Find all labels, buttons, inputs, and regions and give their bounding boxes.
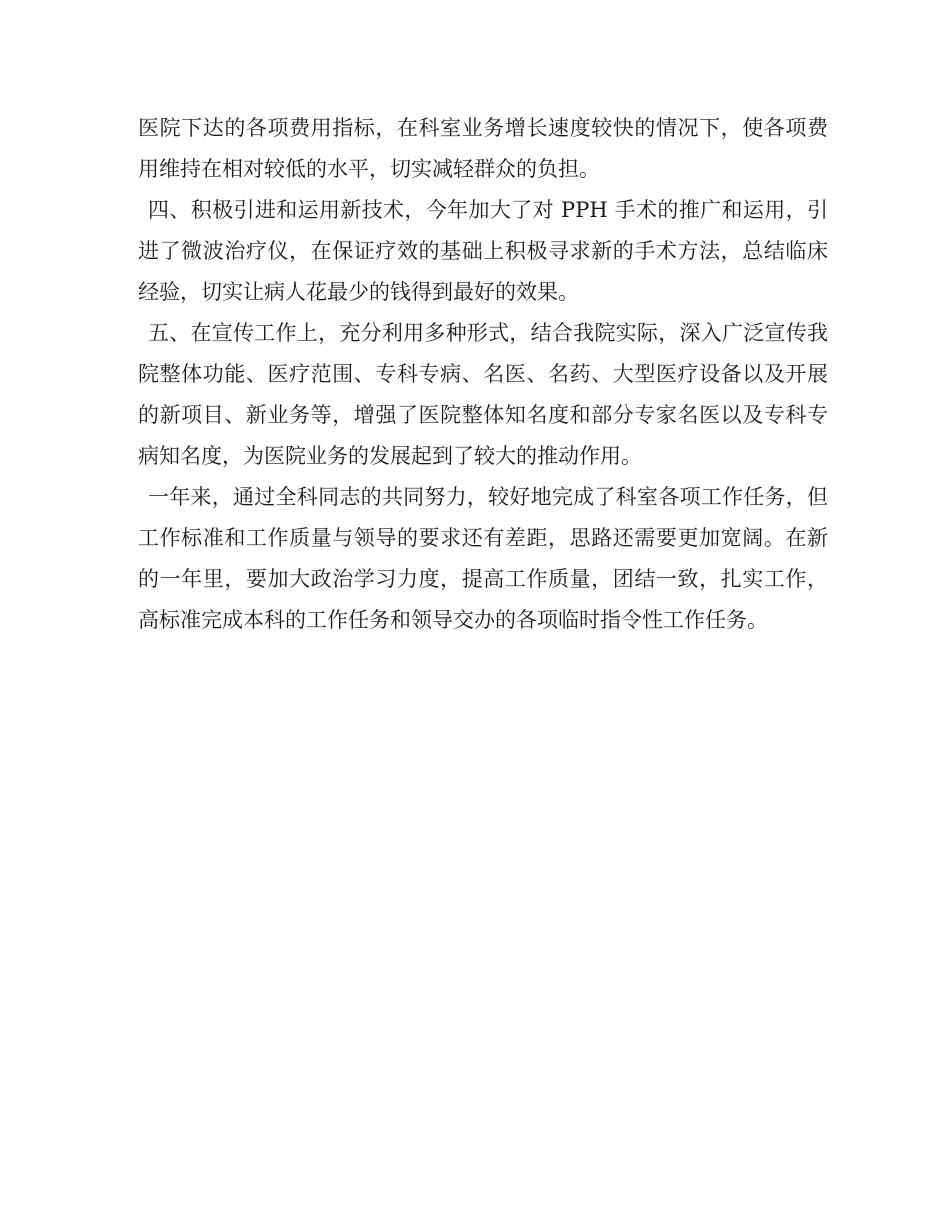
document-body <box>138 108 828 641</box>
paragraph-expense-control: 医院下达的各项费用指标，在科室业务增长速度较快的情况下，使各项费用维持在相对较低的水平，切实减轻群众的负担。 <box>138 116 828 181</box>
paragraph-summary: 一年来，通过全科同志的共同努力，较好地完成了科室各项工作任务，但工作标准和工作质量与领导的要求还有差距，思路还需要更加宽阔。在新的一年里，要加大政治学习力度，提高工作质量，团结一致，扎实工作，高标准完成本科的工作任务和领导交办的各项临时指令性工作任务。 <box>138 485 828 632</box>
paragraph-publicity: 五、在宣传工作上，充分利用多种形式，结合我院实际，深入广泛宣传我院整体功能、医疗范围、专科专病、名医、名药、大型医疗设备以及开展的新项目、新业务等，增强了医院整体知名度和部分专家名医以及专科专病知名度，为医院业务的发展起到了较大的推动作用。 <box>138 321 828 468</box>
paragraph-new-technology: 四、积极引进和运用新技术，今年加大了对 PPH 手术的推广和运用，引进了微波治疗仪，在保证疗效的基础上积极寻求新的手术方法，总结临床经验，切实让病人花最少的钱得到最好的效果。 <box>138 198 828 304</box>
